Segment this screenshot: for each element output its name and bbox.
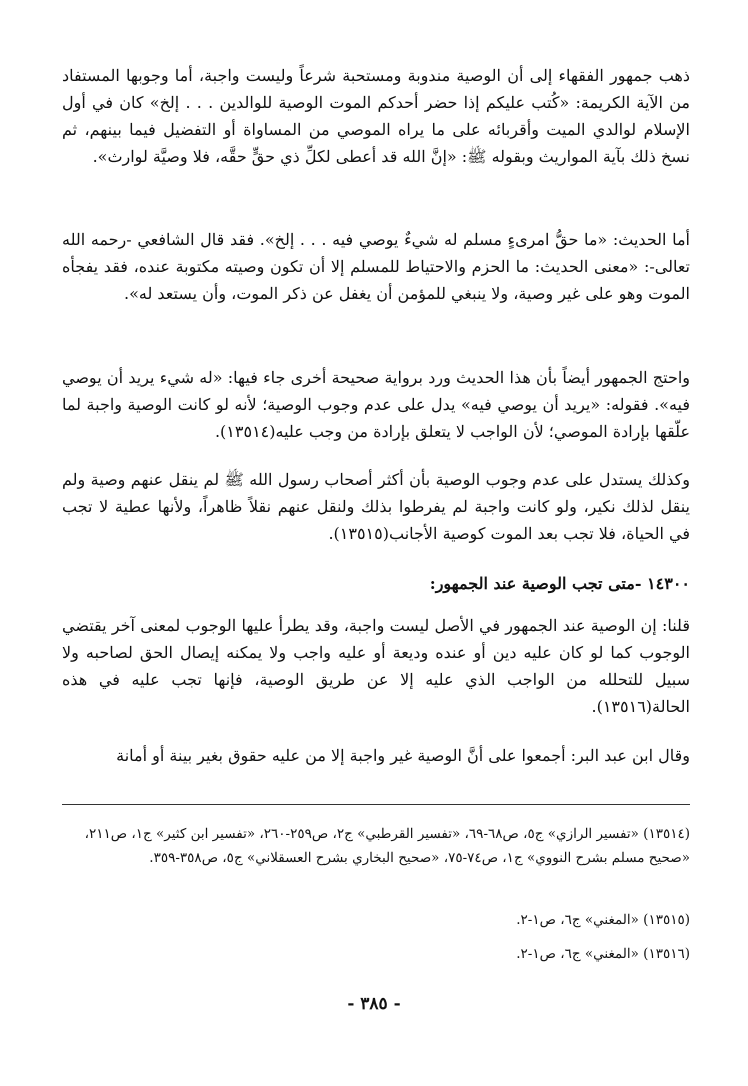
paragraph-1: ذهب جمهور الفقهاء إلى أن الوصية مندوبة ومستحبة شرعاً وليست واجبة، أما وجوبها المستفاد من الآية الكريمة: «كُتب عليكم إذا حضر أحدكم الموت الوصية للوالدين . . . إلخ» كان في أول الإسلام لوالدي الميت وأقربائه على ما يراه الموصي من المساواة أو التفضيل فيما بينهم، ثم نسخ ذلك بآية المواريث وبقوله ﷺ: «إنَّ الله قد أعطى لكلِّ ذي حقٍّ حقَّه، فلا وصيَّة لوارث». xyxy=(62,66,690,166)
footnote-13514: (١٣٥١٤) «تفسير الرازي» ج٥، ص٦٨-٦٩، «تفسير القرطبي» ج٢، ص٢٥٩-٢٦٠، «تفسير ابن كثير» ج١، ص٢١١، «صحيح مسلم بشرح النووي» ج١، ص٧٤-٧٥، «صحيح البخاري بشرح العسقلاني» ج٥، ص٣٥٨-٣٥٩. xyxy=(84,826,690,866)
footnote-13516: (١٣٥١٦) «المغني» ج٦، ص١-٢. xyxy=(516,946,690,962)
paragraph-6: وقال ابن عبد البر: أجمعوا على أنَّ الوصية غير واجبة إلا من عليه حقوق بغير بينة أو أمانة xyxy=(116,746,690,765)
footnote-13515: (١٣٥١٥) «المغني» ج٦، ص١-٢. xyxy=(516,912,690,928)
paragraph-5: قلنا: إن الوصية عند الجمهور في الأصل ليست واجبة، وقد يطرأ عليها الوجوب لمعنى آخر يقتضي الوجوب كما لو كان عليه دين أو عنده وديعة أو عليه واجب ولا يمكنه إيصال الحق لصاحبه ولا سبيل للتحلله من الواجب الذي عليه إلا عن طريق الوصية، فإنها تجب عليه في هذه الحالة(١٣٥١٦). xyxy=(62,616,690,716)
paragraph-2: أما الحديث: «ما حقُّ امرىءٍ مسلم له شيءٌ يوصي فيه . . . إلخ». فقد قال الشافعي -رحمه الله تعالى-: «معنى الحديث: ما الحزم والاحتياط للمسلم إلا أن تكون وصيته مكتوبة عنده، فقد يفجأه الموت وهو على غير وصية، ولا ينبغي للمؤمن أن يغفل عن ذكر الموت، وأن يستعد له». xyxy=(62,230,691,303)
section-heading: ١٤٣٠٠ -متى تجب الوصية عند الجمهور: xyxy=(429,574,690,593)
page-number: - ٣٨٥ - xyxy=(347,994,401,1014)
paragraph-4: وكذلك يستدل على عدم وجوب الوصية بأن أكثر أصحاب رسول الله ﷺ لم ينقل عنهم وصية ولم ينقل لذلك نكير، ولو كانت واجبة لم يفرطوا بذلك ولنقل عنهم نقلاً ظاهراً، ولأنها عطية لا تجب في الحياة، فلا تجب بعد الموت كوصية الأجانب(١٣٥١٥). xyxy=(62,470,690,543)
footnote-divider xyxy=(62,804,690,805)
paragraph-3: واحتج الجمهور أيضاً بأن هذا الحديث ورد برواية صحيحة أخرى جاء فيها: «له شيء يريد أن يوصي فيه». فقوله: «يريد أن يوصي فيه» يدل على عدم وجوب الوصية؛ لأنه لو كانت الوصية واجبة لما علّقها بإرادة الموصي؛ لأن الواجب لا يتعلق بإرادة من وجب عليه(١٣٥١٤). xyxy=(62,368,690,441)
